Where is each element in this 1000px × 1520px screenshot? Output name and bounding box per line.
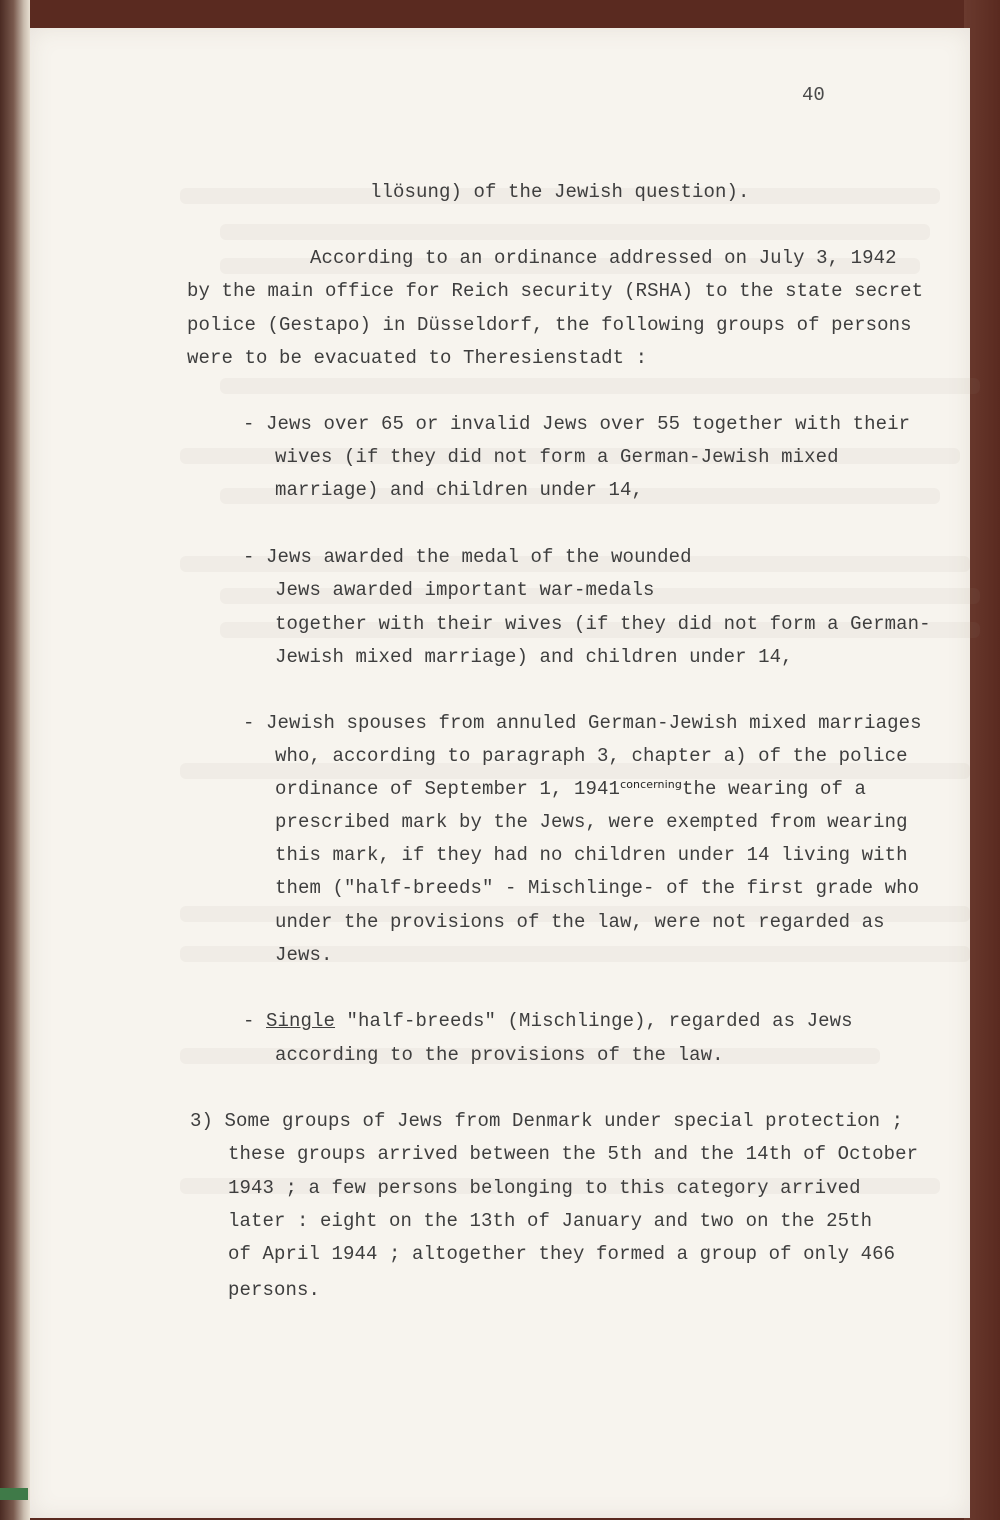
- numbered-item-line: later : eight on the 13th of January and two on the 25th: [228, 1210, 873, 1232]
- list-item-line: wives (if they did not form a German-Jewish mixed: [275, 446, 839, 468]
- text-segment: the wearing of a: [681, 778, 866, 800]
- underlined-word: Single: [266, 1010, 336, 1032]
- page-number: 40: [802, 84, 825, 106]
- text-segment: -: [243, 1010, 267, 1032]
- list-item-start: - Jewish spouses from annuled German-Jewish mixed marriages: [243, 712, 922, 734]
- handwritten-insertion: concerning: [620, 778, 682, 791]
- list-item-line: Jewish mixed marriage) and children under 14,: [275, 646, 793, 668]
- list-item-line: under the provisions of the law, were not regarded as: [275, 911, 885, 933]
- list-item-line: who, according to paragraph 3, chapter a) of the police: [275, 745, 908, 767]
- list-item-line: prescribed mark by the Jews, were exempted from wearing: [275, 811, 908, 833]
- numbered-item-line: 1943 ; a few persons belonging to this category arrived: [228, 1177, 861, 1199]
- text-segment: "half-breeds" (Mischlinge), regarded as Jews: [335, 1010, 853, 1032]
- green-tab-marker: [0, 1488, 28, 1500]
- text-line: llösung) of the Jewish question).: [370, 181, 750, 203]
- numbered-item-line: persons.: [228, 1279, 321, 1301]
- numbered-item-line: these groups arrived between the 5th and the 14th of October: [228, 1143, 919, 1165]
- numbered-item-line: of April 1944 ; altogether they formed a group of only 466: [228, 1243, 896, 1265]
- paragraph-start: According to an ordinance addressed on July 3, 1942: [310, 247, 897, 269]
- list-item-line: Jews.: [275, 944, 333, 966]
- numbered-item-start: 3) Some groups of Jews from Denmark under special protection ;: [190, 1110, 904, 1132]
- list-item-start: - Jews over 65 or invalid Jews over 55 together with their: [243, 413, 911, 435]
- list-item-line: together with their wives (if they did not form a German-: [275, 613, 931, 635]
- text-line: were to be evacuated to Theresienstadt :: [187, 347, 648, 369]
- text-line: by the main office for Reich security (RSHA) to the state secret: [187, 280, 924, 302]
- list-item-line: this mark, if they had no children under 14 living with: [275, 844, 908, 866]
- binding-edge-left: [0, 0, 30, 1520]
- text-line: police (Gestapo) in Düsseldorf, the following groups of persons: [187, 314, 912, 336]
- list-item-start: [243, 1009, 853, 1033]
- text-segment: ordinance of September 1, 1941: [275, 778, 621, 800]
- document-page: [30, 28, 970, 1518]
- list-item-line: Jews awarded important war-medals: [275, 579, 655, 601]
- list-item-line: marriage) and children under 14,: [275, 479, 644, 501]
- list-item-start: - Jews awarded the medal of the wounded: [243, 546, 692, 568]
- list-item-line: them ("half-breeds" - Mischlinge- of the first grade who: [275, 877, 920, 899]
- list-item-line: according to the provisions of the law.: [275, 1044, 724, 1066]
- list-item-line: [275, 777, 866, 803]
